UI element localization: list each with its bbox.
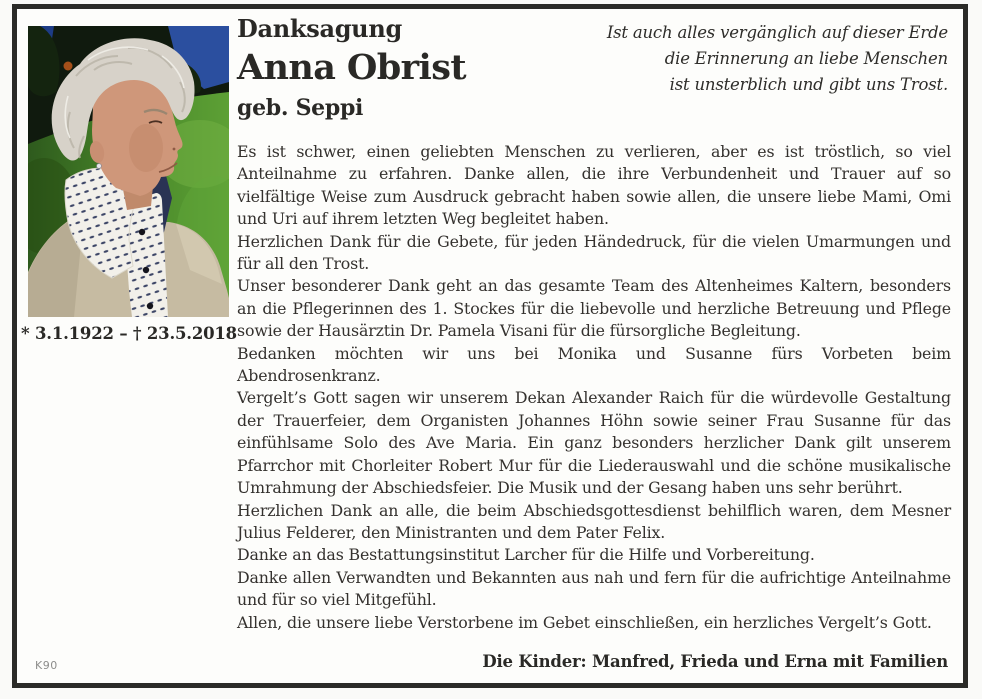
body-paragraph: Vergelt’s Gott sagen wir unserem Dekan Alexander Raich für die würdevolle Gestaltung der Trauerfeier, dem Organisten Johannes Höhn sowie seiner Frau Susanne für das einfühlsame Solo des Ave Maria. Ein ganz besonders herzlicher Dank gilt unserem Pfarrchor mit Chorleiter Robert Mur für die Liederauswahl und die schöne musikalische Umrahmung der Abschiedsfeier. Die Musik und der Gesang haben uns sehr berührt. — [237, 388, 951, 498]
portrait-photo-art — [28, 26, 229, 317]
quote-line: die Erinnerung an liebe Menschen — [664, 49, 948, 68]
maiden-name: geb. Seppi — [237, 95, 364, 121]
life-dates: * 3.1.1922 – † 23.5.2018 — [21, 324, 237, 343]
nostril — [173, 148, 176, 151]
family-signature: Die Kinder: Manfred, Frieda und Erna mit Familien — [482, 652, 948, 671]
quote-line: Ist auch alles vergänglich auf dieser Erde — [606, 23, 948, 42]
body-paragraph: Herzlichen Dank an alle, die beim Abschiedsgottesdienst behilflich waren, dem Mesner Julius Felderer, den Ministranten und dem Pater Felix. — [237, 500, 951, 542]
portrait-photo — [28, 26, 229, 317]
body-paragraph: Es ist schwer, einen geliebten Menschen zu verlieren, aber es ist tröstlich, so viel Anteilnahme zu erfahren. Danke allen, die ihre Verbundenheit und Trauer auf so vielfältige Weise zum Ausdruck gebracht haben sowie allen, die unsere liebe Mami, Omi und Uri auf ihrem letzten Weg begleitet haben. — [237, 142, 951, 229]
memorial-quote — [607, 20, 948, 98]
earring — [97, 164, 102, 169]
button — [139, 229, 145, 235]
body-paragraph: Danke allen Verwandten und Bekannten aus nah und fern für die aufrichtige Anteilnahme und für so viel Mitgefühl. — [237, 567, 951, 610]
deceased-name: Anna Obrist — [237, 47, 466, 88]
button — [143, 267, 149, 273]
body-paragraph: Bedanken möchten wir uns bei Monika und Susanne fürs Vorbeten beim Abendrosenkranz. — [237, 343, 951, 386]
body-paragraph: Danke an das Bestattungsinstitut Larcher für die Hilfe und Vorbereitung. — [237, 545, 815, 565]
flower-spot — [64, 62, 73, 71]
card-type-title: Danksagung — [237, 14, 402, 43]
print-code: K90 — [35, 659, 58, 672]
body-paragraph: Herzlichen Dank für die Gebete, für jeden Händedruck, für die vielen Umarmungen und für all den Trost. — [237, 231, 951, 274]
button — [147, 303, 153, 309]
body-paragraph: Unser besonderer Dank geht an das gesamte Team des Altenheimes Kaltern, besonders an die Pflegerinnen des 1. Stockes für die liebevolle und herzliche Betreuung und Pflege sowie der Hausärztin Dr. Pamela Visani für die fürsorgliche Begleitung. — [237, 276, 951, 341]
card-header — [237, 14, 466, 121]
thank-you-text — [237, 141, 951, 634]
body-paragraph: Allen, die unsere liebe Verstorbene im Gebet einschließen, ein herzliches Vergelt’s Gott. — [237, 612, 932, 632]
quote-line: ist unsterblich und gibt uns Trost. — [669, 75, 948, 94]
